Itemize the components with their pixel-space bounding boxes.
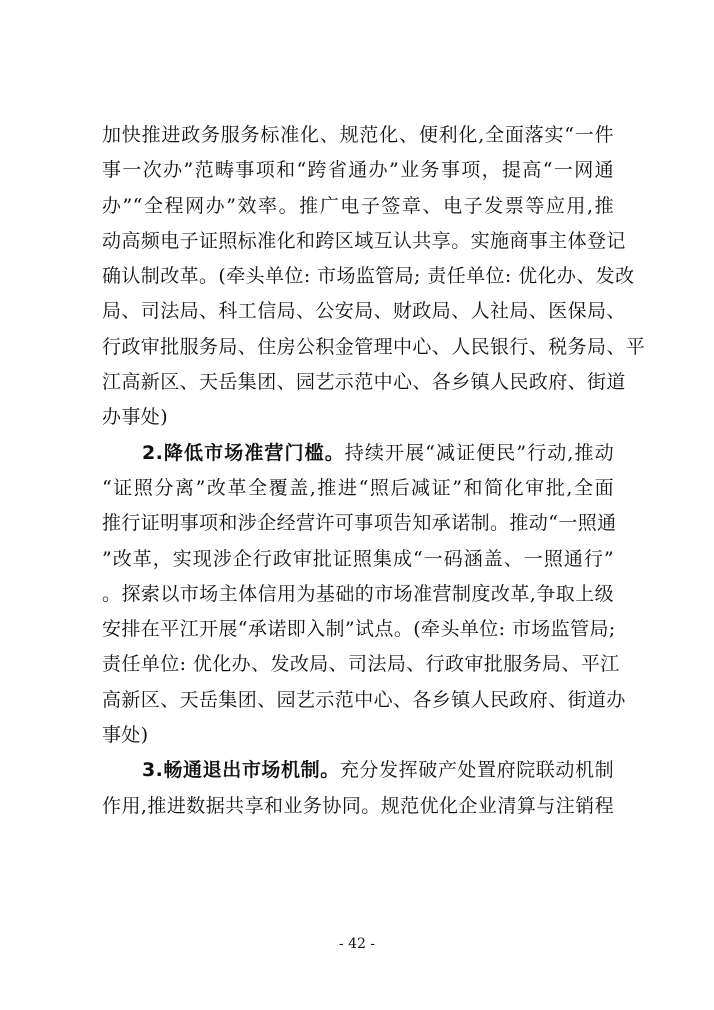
text-line: 江高新区、天岳集团、园艺示范中心、各乡镇人民政府、街道 <box>102 371 626 394</box>
text-line: 办”“全程网办”效率。推广电子签章、电子发票等应用,推 <box>102 194 614 217</box>
text-line: 局、司法局、科工信局、公安局、财政局、人社局、医保局、 <box>102 300 626 323</box>
text-line: 行政审批服务局、住房公积金管理中心、人民银行、税务局、平 <box>102 335 646 358</box>
text-line: 高新区、天岳集团、园艺示范中心、各乡镇人民政府、街道办 <box>102 688 626 711</box>
text-line: 推行证明事项和涉企经营许可事项告知承诺制。推动“一照通 <box>102 512 617 535</box>
text-line: 。探索以市场主体信用为基础的市场准营制度改革,争取上级 <box>102 582 614 605</box>
text-line: 办事处) <box>102 406 169 429</box>
section-first-line <box>102 436 614 471</box>
text-line: 确认制改革。(牵头单位: 市场监管局; 责任单位: 优化办、发改 <box>102 265 635 288</box>
text-run: 持续开展“减证便民”行动,推动 <box>344 441 614 464</box>
text-line: 作用,推进数据共享和业务协同。规范优化企业清算与注销程 <box>102 794 614 817</box>
text-line: 责任单位: 优化办、发改局、司法局、行政审批服务局、平江 <box>102 653 620 676</box>
text-line: ”改革，实现涉企行政审批证照集成“一码涵盖、一照通行” <box>102 547 614 570</box>
page-number: - 42 - <box>338 936 376 952</box>
text-line: “证照分离”改革全覆盖,推进“照后减证”和简化审批,全面 <box>102 476 614 499</box>
section-heading: 2.降低市场准营门槛。 <box>142 441 345 464</box>
text-line: 安排在平江开展“承诺即入制”试点。(牵头单位: 市场监管局; <box>102 618 616 641</box>
text-line: 事一次办”范畴事项和“跨省通办”业务事项，提高“一网通 <box>102 159 614 182</box>
text-run: 充分发挥破产处置府院联动机制 <box>339 759 614 782</box>
section-first-line <box>102 753 614 788</box>
text-line: 加快推进政务服务标准化、规范化、便利化,全面落实“一件 <box>102 124 614 146</box>
body-text <box>102 118 646 824</box>
text-line: 动高频电子证照标准化和跨区域互认共享。实施商事主体登记 <box>102 229 626 252</box>
text-line: 事处) <box>102 724 149 747</box>
section-heading: 3.畅通退出市场机制。 <box>142 759 340 782</box>
